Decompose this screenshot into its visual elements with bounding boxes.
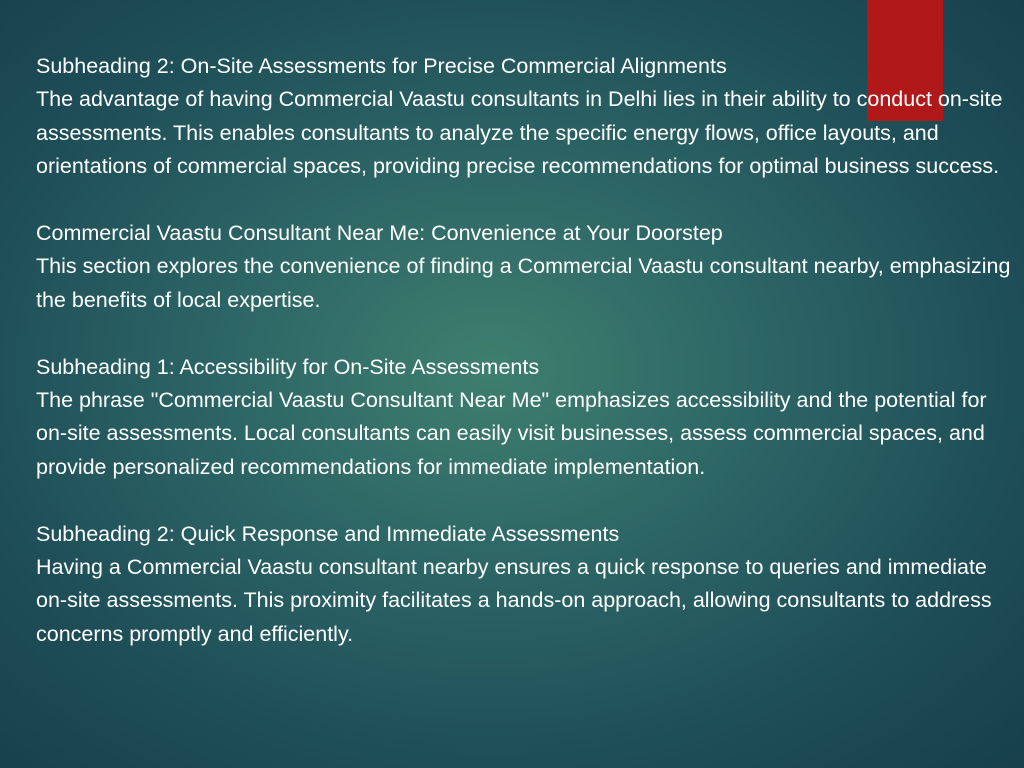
section-consultant-near-me (36, 217, 1011, 317)
slide-content (36, 50, 1011, 685)
section-onsite-assessments (36, 50, 1011, 184)
section-heading: Subheading 1: Accessibility for On-Site Assessments (36, 354, 540, 379)
section-body: This section explores the convenience of finding a Commercial Vaastu consultant nearby, emphasizing the benefits of local expertise. (36, 254, 1011, 312)
section-accessibility (36, 351, 1011, 485)
section-body: The advantage of having Commercial Vaastu consultants in Delhi lies in their ability to conduct on-site assessments. This enables consultants to analyze the specific energy flows, office layouts, and orientations of commercial spaces, providing precise recommendations for optimal business success. (36, 87, 1003, 179)
section-body: The phrase "Commercial Vaastu Consultant Near Me" emphasizes accessibility and the potential for on-site assessments. Local consultants can easily visit businesses, assess commercial spaces, and provide personalized recommendations for immediate implementation. (36, 388, 987, 479)
section-heading: Commercial Vaastu Consultant Near Me: Convenience at Your Doorstep (36, 221, 723, 246)
section-body: Having a Commercial Vaastu consultant nearby ensures a quick response to queries and immediate on-site assessments. This proximity facilitates a hands-on approach, allowing consultants to address concerns promptly and efficiently. (36, 555, 992, 646)
section-heading: Subheading 2: Quick Response and Immediate Assessments (36, 521, 620, 546)
section-quick-response (36, 518, 1011, 652)
section-heading: Subheading 2: On-Site Assessments for Precise Commercial Alignments (36, 54, 727, 78)
